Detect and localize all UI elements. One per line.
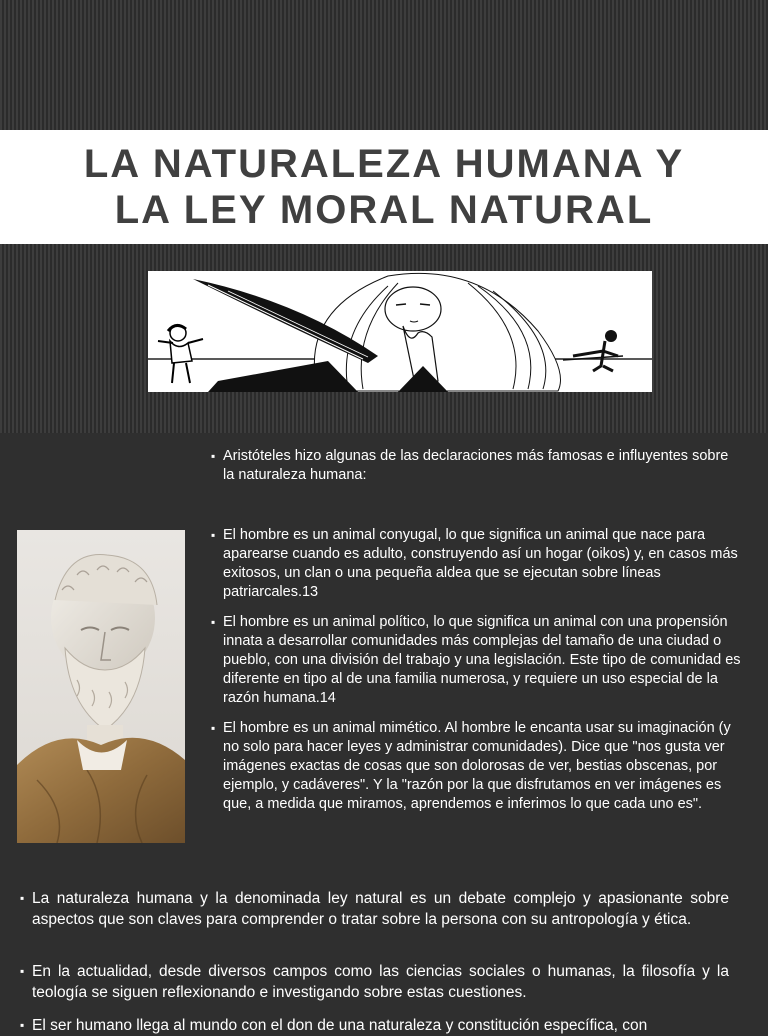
summary-point-2 [20,961,729,1003]
bullet-icon: ▪ [211,615,216,629]
bullet-icon: ▪ [211,449,216,463]
point-2 [211,613,747,708]
intro-text: Aristóteles hizo algunas de las declaraciones más famosas e influyentes sobre la naturaleza humana: [223,448,729,483]
bullet-icon: ▪ [211,528,216,542]
summary-point-2-text: En la actualidad, desde diversos campos como las ciencias sociales o humanas, la filosofía y la teología se siguen reflexionando e investigando sobre estas cuestiones. [32,963,729,1001]
intro-bullet [211,447,743,485]
summary-point-3 [20,1015,729,1036]
aristotle-portrait [17,530,185,843]
point-3-text: El hombre es un animal mimético. Al hombre le encanta usar su imaginación (y no solo para hacer leyes y administrar comunidades). Dice que "nos gusta ver imágenes exactas de cosas que son dolorosas de ver, bestias obscenas, por ejemplo, y cadáveres". Y la "razón por la que disfrutamos en ver imágenes es que, a medida que miramos, aprendemos e inferimos lo que cada uno es". [223,720,731,812]
summary-point-1-text: La naturaleza humana y la denominada ley natural es un debate complejo y apasionante sobre aspectos que son claves para comprender o tratar sobre la persona con su antropología y ética. [32,890,729,928]
point-2-text: El hombre es un animal político, lo que significa un animal con una propensión innata a desarrollar comunidades más complejas del tamaño de una ciudad o pueblo, con una división del trabajo y una legislación. Este tipo de comunidad es diferente en tipo al de una familia numerosa, y requiere un uso especial de la razón humana.14 [223,614,741,706]
illustration-image [148,271,652,392]
title-line-1: LA NATURALEZA HUMANA Y [83,142,685,186]
summary-point-1 [20,888,729,930]
bullet-icon: ▪ [20,964,25,978]
title-slide [0,0,768,433]
summary-point-3-text: El ser humano llega al mundo con el don de una naturaleza y constitución específica, con [32,1017,648,1034]
summary-slide [0,853,768,1034]
point-1 [211,526,747,602]
bullet-icon: ▪ [20,1018,25,1032]
bullet-icon: ▪ [20,891,25,905]
point-1-text: El hombre es un animal conyugal, lo que significa un animal que nace para aparearse cuando es adulto, construyendo así un hogar (oikos) y, en casos más exitosos, un clan o una pequeña aldea que se ejecutan sobre líneas patriarcales.13 [223,527,738,600]
point-3 [211,719,747,814]
bullet-icon: ▪ [211,721,216,735]
title-line-2: LA LEY MORAL NATURAL [114,188,654,232]
title-band [0,130,768,244]
aristotle-slide [0,433,768,853]
